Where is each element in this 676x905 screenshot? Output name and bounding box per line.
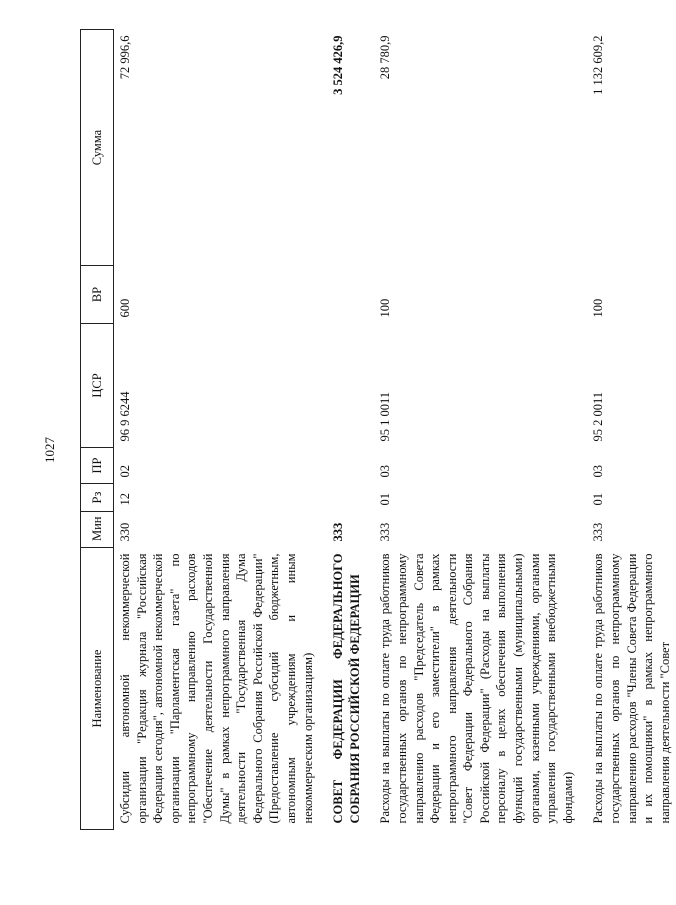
row-pr: 02	[118, 465, 132, 478]
row-sum: 1 132 609,2	[591, 35, 606, 95]
row-spacer	[579, 30, 587, 830]
col-header-csr: ЦСР	[81, 324, 114, 448]
row-csr: 95 1 0011	[378, 391, 393, 442]
row-name: Расходы на выплаты по оплате труда работников государственных органов по непрограммному направлению расходов "Члены Совета Федерации и их помощники" в рамках непрограммного направления деятельности "Совет	[591, 553, 672, 824]
table-row	[327, 30, 366, 830]
row-rz: 12	[118, 493, 132, 506]
row-vr: 100	[378, 298, 393, 318]
row-min: 333	[331, 522, 346, 542]
table-row	[374, 30, 579, 830]
row-name: Расходы на выплаты по оплате труда работников государственных органов по непрограммному направлению расходов "Председатель Совета Федерации и его заместители" в рамках непрограммного направления деятельности "Совет Федерации Федерального Собрания Российской Федерации" (Расходы на выплаты персоналу в целях обеспечения выполнения функций государственными (муниципальными) органами, казенными учреждениями, органами управления государственными внебюджетными фондами)	[378, 553, 575, 824]
row-pr: 03	[378, 465, 393, 478]
row-name: СОВЕТ ФЕДЕРАЦИИ ФЕДЕРАЛЬНОГО СОБРАНИЯ РОССИЙСКОЙ ФЕДЕРАЦИИ	[331, 553, 362, 824]
row-csr	[327, 324, 366, 448]
row-pr: 03	[591, 465, 606, 478]
page-number: 1027	[42, 437, 57, 463]
rotated-page	[80, 30, 672, 830]
col-header-vr: ВР	[81, 266, 114, 324]
col-header-rz: Рз	[81, 484, 114, 512]
table-row	[114, 30, 320, 830]
table-row	[587, 30, 676, 830]
row-vr	[327, 266, 366, 324]
table-body	[114, 30, 676, 830]
row-sum: 72 996,6	[118, 35, 132, 80]
row-rz	[327, 484, 366, 512]
col-header-pr: ПР	[81, 448, 114, 484]
row-name: Субсидии автономной некоммерческой организации "Редакция журнала "Российская Федерация сегодня", автономной некоммерческой организации "Парламентская газета" по непрограммному направлению расходов "Обеспечение деятельности Государственной Думы" в рамках непрограммного направления деятельности "Государственная Дума Федерального Собрания Российской Федерации" (Предоставление субсидий бюджетным, автономным учреждениям и иным некоммерческим организациям)	[118, 553, 315, 824]
row-sum: 3 524 426,9	[331, 35, 346, 95]
row-min: 333	[591, 522, 606, 542]
row-csr: 96 9 6244	[118, 391, 132, 442]
budget-table	[80, 29, 676, 830]
row-rz: 01	[378, 493, 393, 506]
row-spacer	[366, 30, 374, 830]
row-pr	[327, 448, 366, 484]
row-vr: 600	[118, 298, 132, 318]
table-header-row	[81, 30, 114, 830]
col-header-sum: Сумма	[81, 30, 114, 266]
row-csr: 95 2 0011	[591, 391, 606, 442]
row-min: 330	[118, 522, 132, 542]
row-spacer	[319, 30, 327, 830]
row-vr: 100	[591, 298, 606, 318]
col-header-name: Наименование	[81, 548, 114, 830]
row-min: 333	[378, 522, 393, 542]
col-header-min: Мин	[81, 512, 114, 548]
row-rz: 01	[591, 493, 606, 506]
row-sum: 28 780,9	[378, 35, 393, 80]
